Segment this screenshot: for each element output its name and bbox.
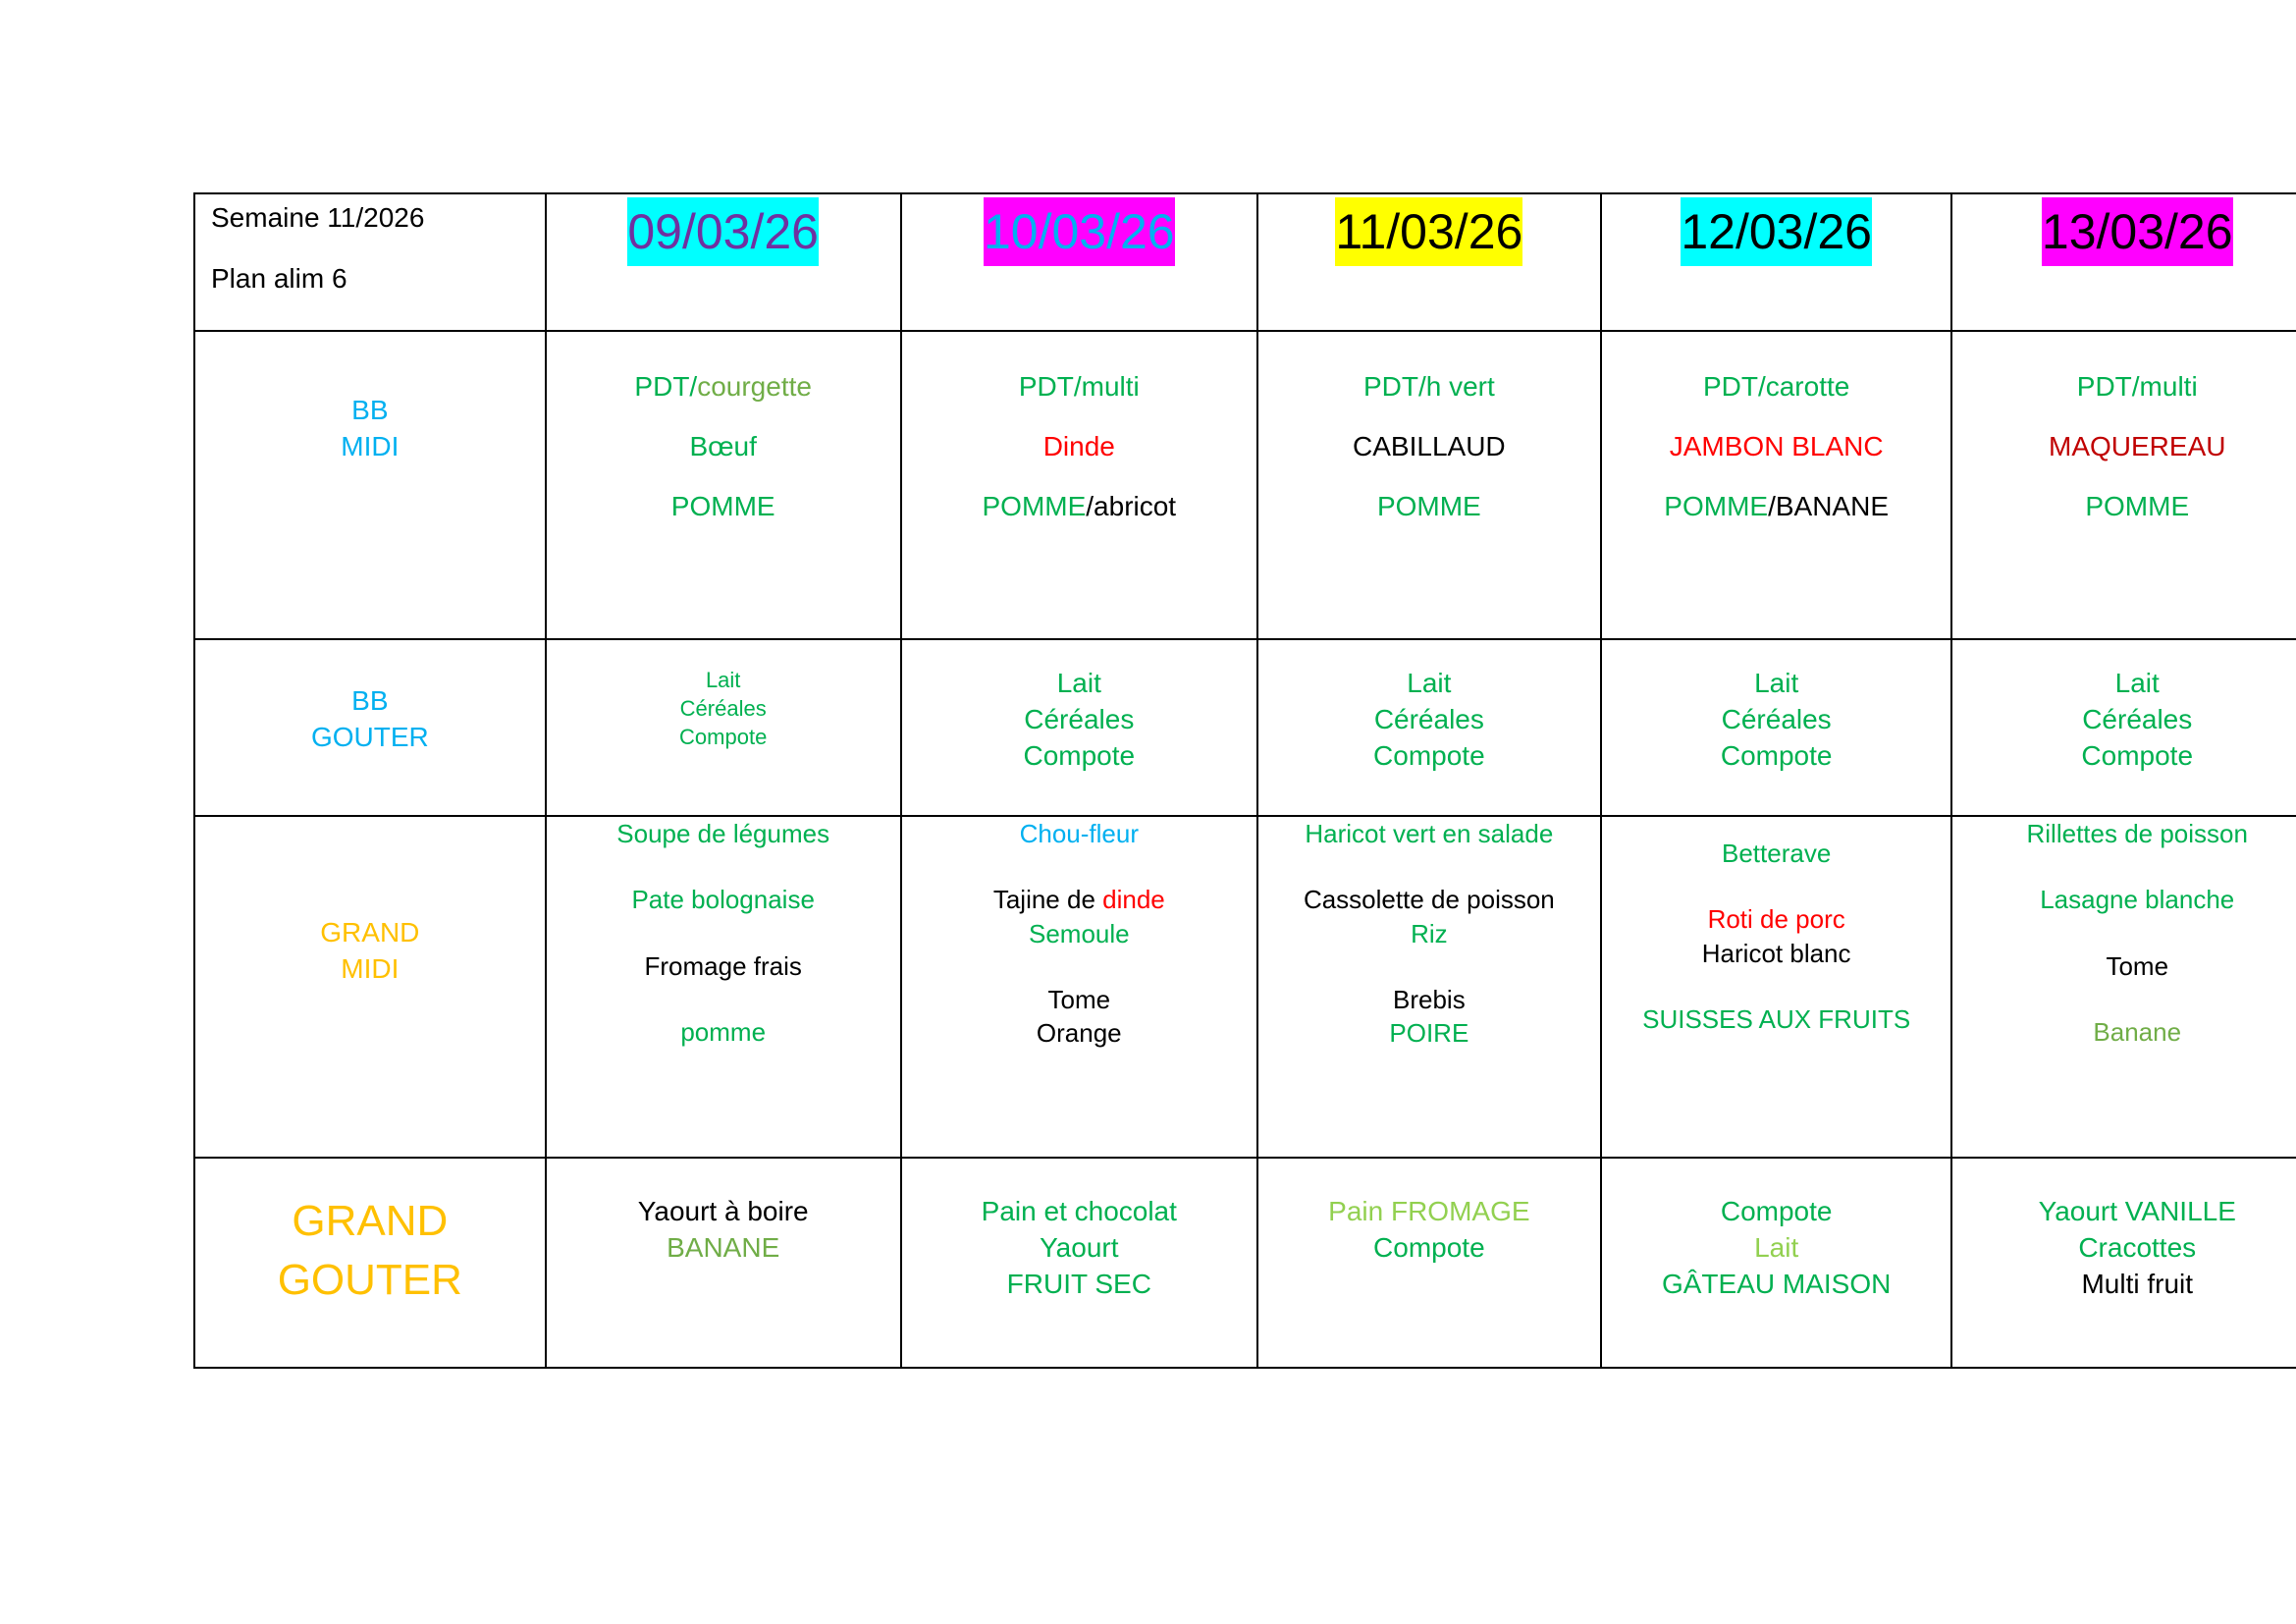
menu-item: Orange [1036, 1018, 1122, 1049]
menu-item: Cassolette de poisson [1303, 885, 1555, 915]
date-cell-3 [1257, 193, 1601, 331]
row-label: GRAND [292, 1197, 449, 1245]
menu-item: Compote [1720, 1196, 1833, 1226]
menu-item: Cracottes [2078, 1231, 2197, 1263]
menu-item: CABILLAUD [1353, 430, 1506, 461]
week-info-cell [194, 193, 546, 331]
menu-item: Compote [1373, 739, 1485, 771]
menu-item: Dinde [1042, 430, 1115, 461]
menu-item: PDT/multi [1018, 371, 1140, 402]
menu-item: Céréales [679, 696, 767, 722]
menu-item: Lait [705, 668, 741, 692]
row-label: MIDI [341, 430, 400, 461]
date-cell-5 [1951, 193, 2296, 331]
menu-item: Lait [2114, 668, 2160, 698]
menu-item: Semoule [1028, 918, 1130, 948]
bb-gouter-cell-4 [1601, 639, 1952, 816]
menu-item: Rillettes de poisson [2026, 819, 2248, 848]
bb-gouter-label-cell [194, 639, 546, 816]
grand-midi-cell-3 [1257, 816, 1601, 1158]
menu-item: Compote [1373, 1231, 1485, 1263]
bb-gouter-cell-5 [1951, 639, 2296, 816]
menu-item: Multi fruit [2081, 1268, 2194, 1299]
menu-item: Tome [1047, 984, 1111, 1014]
date-header: 13/03/26 [2042, 197, 2233, 266]
menu-item: Pain FROMAGE [1328, 1196, 1530, 1226]
menu-item: POMME/BANANE [1664, 490, 1890, 521]
menu-item: Lait [1407, 668, 1452, 698]
weekly-menu-table [193, 192, 2296, 1369]
date-cell-1 [546, 193, 901, 331]
grand-midi-cell-5 [1951, 816, 2296, 1158]
row-label: BB [351, 395, 389, 425]
menu-item: Haricot vert en salade [1305, 819, 1554, 848]
menu-item: Bœuf [689, 430, 757, 461]
menu-item: Banane [2093, 1016, 2182, 1047]
grand-midi-row [194, 816, 2296, 1158]
date-cell-2 [901, 193, 1257, 331]
menu-item: Soupe de légumes [616, 819, 830, 848]
grand-gouter-cell-3 [1257, 1158, 1601, 1368]
date-header: 11/03/26 [1335, 197, 1522, 266]
menu-item: PDT/h vert [1362, 371, 1495, 402]
menu-item: Lait [1056, 668, 1101, 698]
grand-gouter-row [194, 1158, 2296, 1368]
menu-item: Pain et chocolat [981, 1196, 1177, 1226]
menu-item: Lait [1754, 668, 1799, 698]
menu-item: PDT/courgette [634, 371, 812, 402]
header-row [194, 193, 2296, 331]
bb-midi-cell-1 [546, 331, 901, 639]
menu-item: FRUIT SEC [1006, 1268, 1151, 1299]
row-label: GRAND [320, 917, 420, 947]
menu-item: Chou-fleur [1019, 819, 1139, 848]
bb-gouter-cell-2 [901, 639, 1257, 816]
menu-item: Céréales [1721, 703, 1832, 734]
grand-midi-cell-2 [901, 816, 1257, 1158]
grand-gouter-cell-2 [901, 1158, 1257, 1368]
menu-item: Yaourt à boire [637, 1196, 809, 1226]
row-label: GOUTER [277, 1256, 462, 1304]
date-cell-4 [1601, 193, 1952, 331]
grand-midi-cell-1 [546, 816, 901, 1158]
menu-item: GÂTEAU MAISON [1661, 1268, 1892, 1299]
menu-item: Tome [2106, 950, 2169, 981]
bb-midi-cell-4 [1601, 331, 1952, 639]
menu-item: Pate bolognaise [631, 885, 815, 915]
row-label: GOUTER [310, 721, 429, 752]
menu-item: Compote [679, 725, 768, 750]
menu-item: Céréales [1024, 703, 1135, 734]
menu-item: Brebis [1393, 984, 1466, 1014]
bb-gouter-row [194, 639, 2296, 816]
menu-item: Lait [1754, 1231, 1799, 1263]
menu-item: JAMBON BLANC [1669, 430, 1884, 461]
date-header: 10/03/26 [984, 197, 1175, 266]
menu-item: POMME [2085, 490, 2190, 521]
grand-gouter-cell-4 [1601, 1158, 1952, 1368]
menu-item: POMME/abricot [982, 490, 1177, 521]
menu-item: Riz [1411, 918, 1448, 948]
menu-item: POMME [1376, 490, 1481, 521]
bb-midi-label-cell [194, 331, 546, 639]
grand-midi-cell-4 [1601, 816, 1952, 1158]
bb-midi-cell-2 [901, 331, 1257, 639]
menu-item: Yaourt VANILLE [2038, 1196, 2236, 1226]
menu-item: SUISSES AUX FRUITS [1642, 1003, 1911, 1034]
menu-item: Compote [2081, 739, 2194, 771]
bb-midi-cell-3 [1257, 331, 1601, 639]
menu-item: Compote [1720, 739, 1833, 771]
menu-item: Yaourt [1040, 1231, 1119, 1263]
menu-item: Haricot blanc [1701, 938, 1851, 968]
grand-gouter-label-cell [194, 1158, 546, 1368]
menu-item: Lasagne blanche [2040, 885, 2235, 915]
row-label: MIDI [341, 952, 400, 984]
menu-item: pomme [680, 1016, 767, 1047]
menu-item: MAQUEREAU [2049, 430, 2226, 461]
grand-gouter-cell-5 [1951, 1158, 2296, 1368]
menu-item: PDT/carotte [1702, 371, 1850, 402]
menu-item: PDT/multi [2076, 371, 2198, 402]
menu-item: Céréales [1373, 703, 1484, 734]
menu-item: Fromage frais [644, 950, 802, 981]
menu-item: Compote [1023, 739, 1136, 771]
bb-gouter-cell-3 [1257, 639, 1601, 816]
menu-item: BANANE [667, 1231, 780, 1263]
date-header: 09/03/26 [627, 197, 819, 266]
menu-item: Roti de porc [1707, 904, 1845, 935]
menu-item: POMME [670, 490, 775, 521]
date-header: 12/03/26 [1681, 197, 1872, 266]
grand-midi-label-cell [194, 816, 546, 1158]
grand-gouter-cell-1 [546, 1158, 901, 1368]
bb-midi-cell-5 [1951, 331, 2296, 639]
menu-item: Tajine de dinde [992, 885, 1165, 915]
menu-item: Betterave [1722, 839, 1832, 868]
plan-name: Plan alim 6 [211, 263, 347, 294]
bb-gouter-cell-1 [546, 639, 901, 816]
menu-item: Céréales [2082, 703, 2193, 734]
menu-item: POIRE [1389, 1018, 1469, 1049]
bb-midi-row [194, 331, 2296, 639]
week-number: Semaine 11/2026 [211, 202, 425, 233]
row-label: BB [351, 685, 389, 716]
